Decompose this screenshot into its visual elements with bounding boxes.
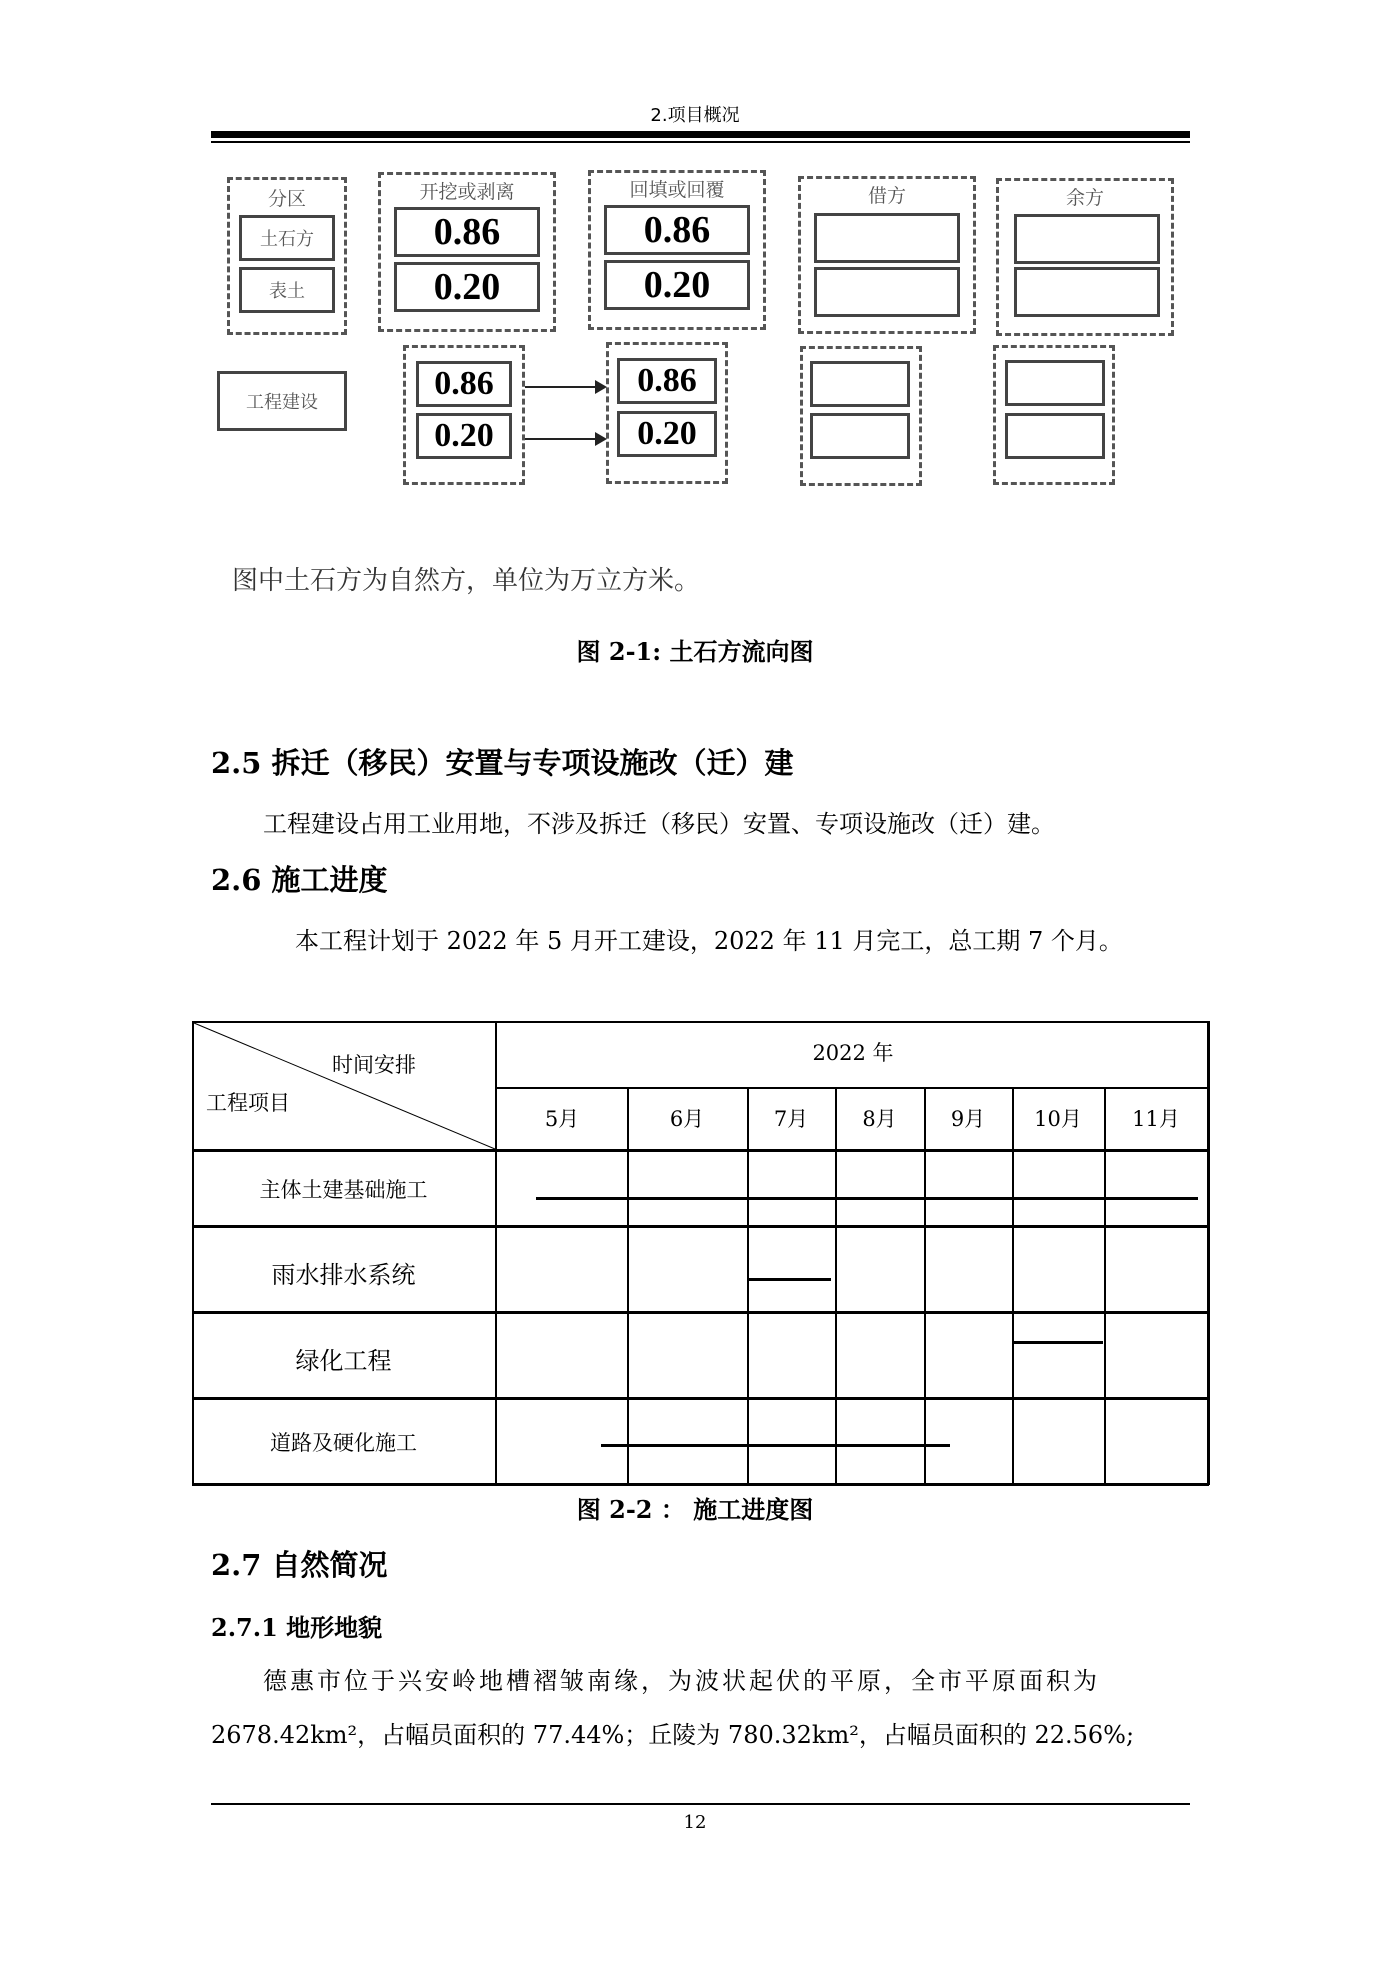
table-row-divider xyxy=(192,1397,1209,1400)
table-row-divider xyxy=(192,1311,1209,1314)
project-surplus-topsoil xyxy=(1005,413,1105,459)
gantt-bar xyxy=(601,1444,950,1447)
project-backfill-earth: 0.86 xyxy=(617,358,717,404)
year-header: 2022 年 xyxy=(812,1041,894,1065)
excavation-label: 开挖或剥离 xyxy=(419,181,515,203)
page-number: 12 xyxy=(683,1812,707,1833)
month-header: 10月 xyxy=(1034,1107,1082,1131)
construction-schedule-table xyxy=(192,1021,1209,1485)
borrow-topsoil-value xyxy=(814,267,960,317)
month-col-divider xyxy=(1104,1088,1106,1485)
month-header: 9月 xyxy=(950,1107,986,1131)
backfill-label: 回填或回覆 xyxy=(629,179,725,201)
corner-diagonal-line xyxy=(192,1021,497,1151)
footer-rule xyxy=(211,1803,1190,1805)
table-border-bottom xyxy=(192,1483,1209,1486)
month-header: 7月 xyxy=(773,1107,809,1131)
zone-item-topsoil: 表土 xyxy=(239,267,335,313)
task-name: 主体土建基础施工 xyxy=(259,1178,428,1202)
project-backfill-topsoil: 0.20 xyxy=(617,411,717,457)
arrow-right-icon xyxy=(525,438,605,440)
task-name: 绿化工程 xyxy=(295,1347,392,1375)
surplus-earth-value xyxy=(1014,214,1160,264)
section-heading-2-7: 2.7 自然简况 xyxy=(211,1548,388,1582)
section-2-7-1-line-1: 德惠市位于兴安岭地槽褶皱南缘，为波状起伏的平原，全市平原面积为 xyxy=(263,1667,1100,1695)
gantt-bar xyxy=(1012,1341,1103,1344)
month-col-divider xyxy=(1012,1088,1014,1485)
month-header: 5月 xyxy=(544,1107,580,1131)
arrow-right-icon xyxy=(525,386,605,388)
task-name: 雨水排水系统 xyxy=(271,1261,416,1289)
corner-time-label: 时间安排 xyxy=(332,1053,416,1077)
surplus-topsoil-value xyxy=(1014,267,1160,317)
project-excavation-earth: 0.86 xyxy=(416,361,512,407)
project-construction-box: 工程建设 xyxy=(217,371,347,431)
month-col-divider xyxy=(924,1088,926,1485)
month-col-divider xyxy=(835,1088,837,1485)
backfill-earth-value: 0.86 xyxy=(604,205,750,255)
excavation-earth-value: 0.86 xyxy=(394,207,540,257)
backfill-topsoil-value: 0.20 xyxy=(604,260,750,310)
project-surplus-earth xyxy=(1005,360,1105,406)
header-rule-thin xyxy=(211,141,1190,143)
table-header-divider xyxy=(495,1087,1209,1089)
surplus-label: 余方 xyxy=(1065,187,1104,209)
month-header: 6月 xyxy=(669,1107,705,1131)
project-excavation-topsoil: 0.20 xyxy=(416,413,512,459)
table-row-divider xyxy=(192,1225,1209,1228)
corner-project-label: 工程项目 xyxy=(206,1091,290,1115)
project-borrow-earth xyxy=(810,361,910,407)
section-heading-2-5: 2.5 拆迁（移民）安置与专项设施改（迁）建 xyxy=(211,746,794,780)
section-heading-2-6: 2.6 施工进度 xyxy=(211,863,388,897)
month-header: 8月 xyxy=(862,1107,897,1131)
figure-caption-2-2: 图 2-2 ： 施工进度图 xyxy=(576,1495,814,1524)
borrow-earth-value xyxy=(814,213,960,263)
section-2-7-1-line-2: 2678.42km²，占幅员面积的 77.44%；丘陵为 780.32km²，占幅员面积的 22.56%; xyxy=(211,1721,1135,1749)
gantt-bar xyxy=(536,1197,1198,1200)
month-header: 11月 xyxy=(1132,1107,1180,1131)
figure-caption-2-1: 图 2-1: 土石方流向图 xyxy=(576,637,814,666)
project-borrow-topsoil xyxy=(810,413,910,459)
gantt-bar xyxy=(747,1278,831,1281)
diagram-note: 图中土石方为自然方，单位为万立方米。 xyxy=(232,566,701,596)
table-border-right xyxy=(1207,1021,1210,1485)
section-2-6-paragraph: 本工程计划于 2022 年 5 月开工建设，2022 年 11 月完工，总工期 7 个月。 xyxy=(295,927,1123,955)
borrow-label: 借方 xyxy=(867,185,906,207)
section-2-5-paragraph: 工程建设占用工业用地，不涉及拆迁（移民）安置、专项设施改（迁）建。 xyxy=(263,810,1055,838)
month-col-divider xyxy=(627,1088,629,1485)
zone-label: 分区 xyxy=(267,188,306,210)
header-rule-thick xyxy=(211,131,1190,138)
running-header: 2.项目概况 xyxy=(650,105,740,126)
section-heading-2-7-1: 2.7.1 地形地貌 xyxy=(211,1613,383,1642)
excavation-topsoil-value: 0.20 xyxy=(394,262,540,312)
task-name: 道路及硬化施工 xyxy=(270,1430,417,1455)
month-col-divider xyxy=(747,1088,749,1485)
zone-item-earth: 土石方 xyxy=(239,215,335,261)
